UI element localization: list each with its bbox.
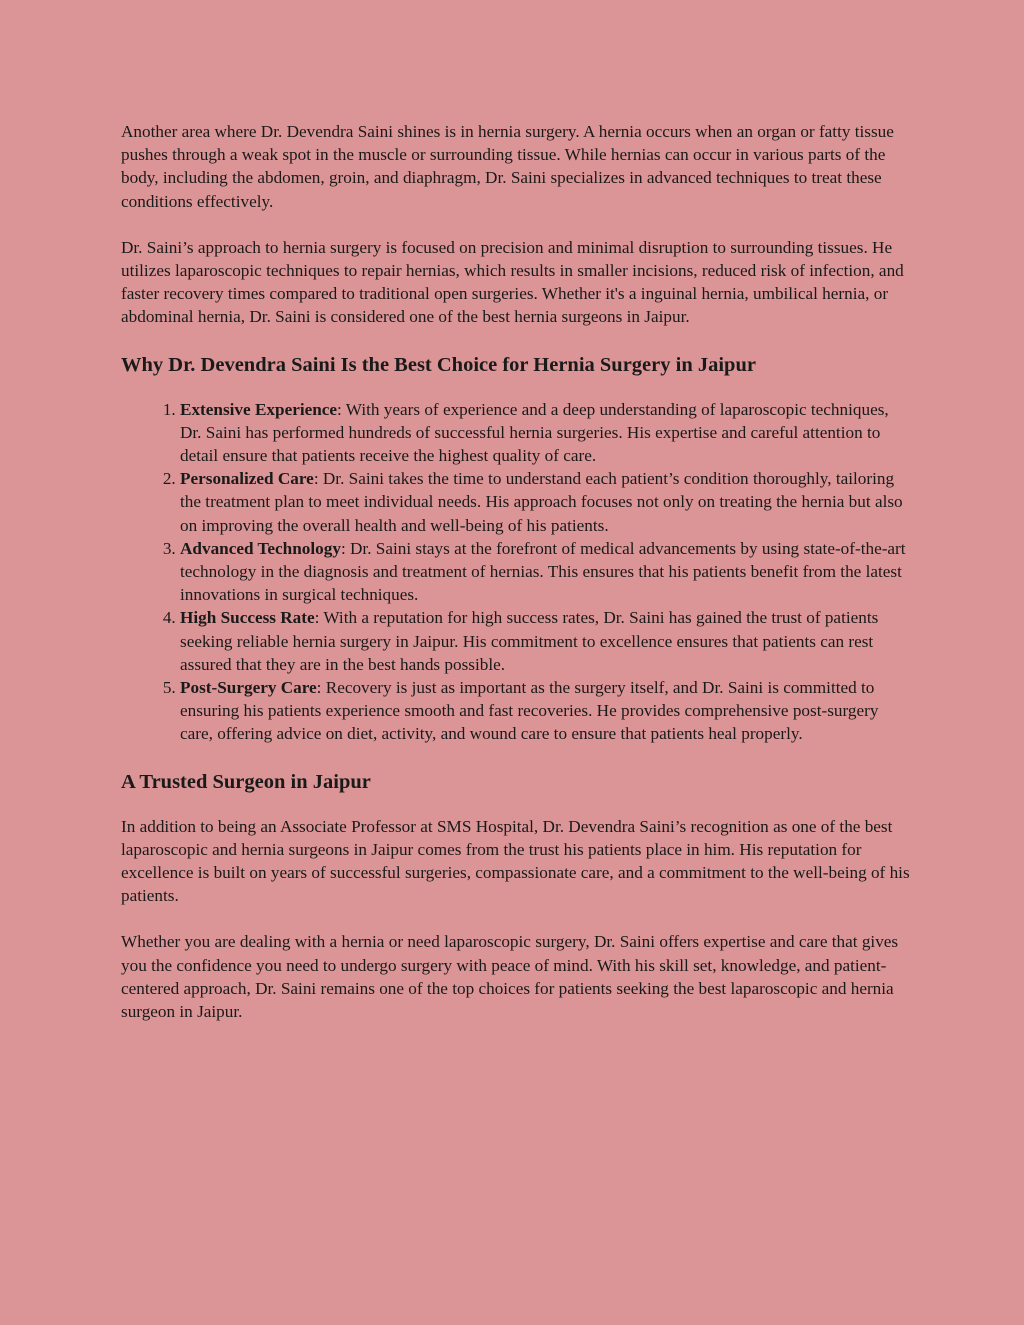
trusted-paragraph-1: In addition to being an Associate Professor at SMS Hospital, Dr. Devendra Saini’s recognition as one of the best laparoscopic and hernia surgeons in Jaipur comes from the trust his patients place in him. His reputation for excellence is built on years of successful surgeries, compassionate care, and a commitment to the well-being of his patients.	[121, 816, 910, 906]
trusted-heading: A Trusted Surgeon in Jaipur	[121, 770, 371, 793]
list-item-title: High Success Rate	[180, 608, 315, 628]
why-heading: Why Dr. Devendra Saini Is the Best Choice for Hernia Surgery in Jaipur	[121, 353, 756, 376]
reasons-list	[121, 398, 911, 746]
list-item	[180, 398, 911, 468]
list-item-text: : With years of experience and a deep understanding of laparoscopic techniques, Dr. Saini has performed hundreds of successful hernia surgeries. His expertise and careful attention to detail ensure that patients receive the highest quality of care.	[180, 399, 889, 466]
trusted-paragraph-2: Whether you are dealing with a hernia or need laparoscopic surgery, Dr. Saini offers expertise and care that gives you the confidence you need to undergo surgery with peace of mind. With his skill set, knowledge, and patient-centered approach, Dr. Saini remains one of the top choices for patients seeking the best laparoscopic and hernia surgeon in Jaipur.	[121, 932, 899, 1022]
list-item-title: Personalized Care	[180, 469, 314, 489]
list-item	[180, 537, 911, 607]
list-item-title: Advanced Technology	[180, 538, 341, 558]
intro-paragraph-1: Another area where Dr. Devendra Saini shines is in hernia surgery. A hernia occurs when an organ or fatty tissue pushes through a weak spot in the muscle or surrounding tissue. While hernias can occur in various parts of the body, including the abdomen, groin, and diaphragm, Dr. Saini specializes in advanced techniques to treat these conditions effectively.	[121, 122, 894, 211]
list-item-text: : Dr. Saini stays at the forefront of medical advancements by using state-of-the-art technology in the diagnosis and treatment of hernias. This ensures that his patients benefit from the latest innovations in surgical techniques.	[180, 538, 906, 605]
list-item	[180, 606, 911, 676]
list-item-text: : With a reputation for high success rates, Dr. Saini has gained the trust of patients seeking reliable hernia surgery in Jaipur. His commitment to excellence ensures that patients can rest assured that they are in the best hands possible.	[180, 608, 879, 674]
intro-paragraph-2: Dr. Saini’s approach to hernia surgery is focused on precision and minimal disruption to surrounding tissues. He utilizes laparoscopic techniques to repair hernias, which results in smaller incisions, reduced risk of infection, and faster recovery times compared to traditional open surgeries. Whether it's a inguinal hernia, umbilical hernia, or abdominal hernia, Dr. Saini is considered one of the best hernia surgeons in Jaipur.	[121, 237, 904, 327]
list-item	[180, 676, 911, 746]
list-item-text: : Recovery is just as important as the surgery itself, and Dr. Saini is committed to ensuring his patients experience smooth and fast recoveries. He provides comprehensive post-surgery care, offering advice on diet, activity, and wound care to ensure that patients heal properly.	[180, 678, 879, 744]
list-item-text: : Dr. Saini takes the time to understand each patient’s condition thoroughly, tailoring the treatment plan to meet individual needs. His approach focuses not only on treating the hernia but also on improving the overall health and well-being of his patients.	[180, 469, 903, 535]
document-page	[121, 120, 911, 1046]
list-item-title: Extensive Experience	[180, 399, 338, 419]
list-item-title: Post-Surgery Care	[180, 678, 317, 698]
list-item	[180, 467, 911, 537]
